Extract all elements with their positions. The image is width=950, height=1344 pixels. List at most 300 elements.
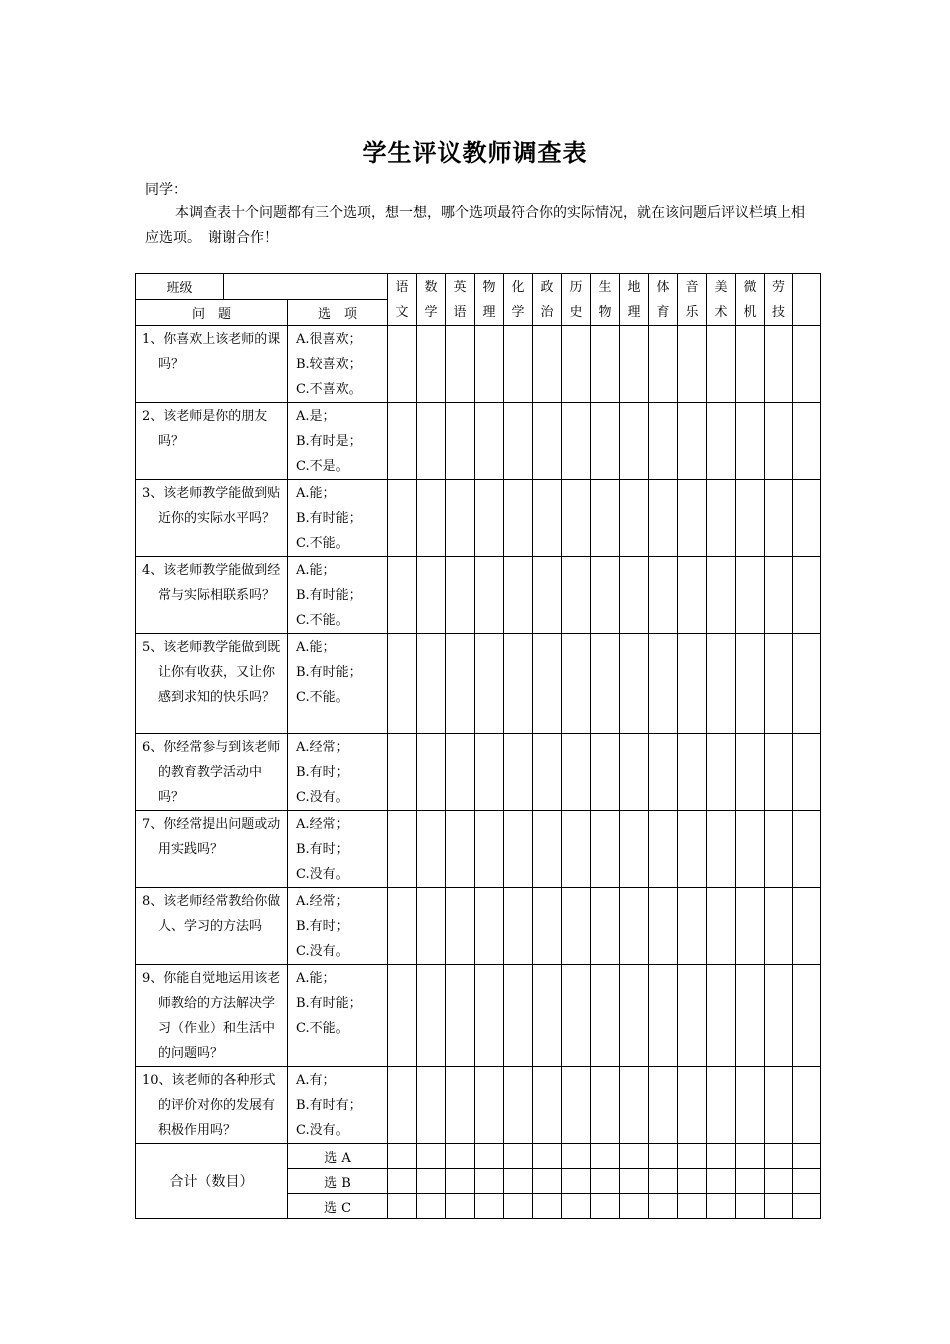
rating-cell[interactable] [649, 965, 678, 1067]
rating-cell[interactable] [793, 888, 821, 965]
option-item: C.不能。 [296, 536, 349, 551]
subject-header [765, 274, 793, 326]
total-count-cell[interactable] [504, 1169, 533, 1194]
subject-char: 理 [482, 304, 496, 320]
total-count-cell[interactable] [562, 1144, 591, 1169]
option-item: C.不是。 [296, 459, 349, 474]
subject-header [591, 274, 620, 326]
question-row [136, 888, 821, 965]
subject-header [417, 274, 446, 326]
total-count-cell[interactable] [793, 1194, 821, 1219]
rating-cell[interactable] [765, 888, 793, 965]
subject-char: 政 [540, 279, 554, 295]
subject-char: 技 [771, 304, 785, 320]
rating-cell[interactable] [765, 403, 793, 480]
rating-cell[interactable] [620, 965, 649, 1067]
rating-cell[interactable] [475, 965, 504, 1067]
rating-cell[interactable] [765, 634, 793, 734]
subject-header [620, 274, 649, 326]
total-count-cell[interactable] [388, 1169, 417, 1194]
option-item: C.不能。 [296, 690, 349, 705]
rating-cell[interactable] [475, 734, 504, 811]
rating-cell[interactable] [475, 557, 504, 634]
option-item: C.不能。 [296, 613, 349, 628]
header-row-1 [136, 274, 821, 300]
total-count-cell[interactable] [475, 1194, 504, 1219]
rating-cell[interactable] [591, 634, 620, 734]
rating-cell[interactable] [591, 734, 620, 811]
rating-cell[interactable] [620, 326, 649, 403]
option-item: B.有时有； [296, 1098, 362, 1113]
rating-cell[interactable] [736, 1067, 765, 1144]
rating-cell[interactable] [620, 480, 649, 557]
rating-cell[interactable] [533, 403, 562, 480]
rating-cell[interactable] [736, 480, 765, 557]
rating-cell[interactable] [417, 403, 446, 480]
subject-header [649, 274, 678, 326]
rating-cell[interactable] [736, 326, 765, 403]
rating-cell[interactable] [765, 557, 793, 634]
rating-cell[interactable] [678, 634, 707, 734]
rating-cell[interactable] [388, 965, 417, 1067]
rating-cell[interactable] [562, 634, 591, 734]
question-text [136, 1067, 288, 1144]
option-item: B.有时； [296, 842, 349, 857]
total-count-cell[interactable] [678, 1194, 707, 1219]
rating-cell[interactable] [649, 634, 678, 734]
rating-cell[interactable] [504, 326, 533, 403]
subject-header [678, 274, 707, 326]
option-item: B.有时是； [296, 434, 362, 449]
rating-cell[interactable] [793, 1067, 821, 1144]
total-count-cell[interactable] [620, 1144, 649, 1169]
subject-char: 史 [569, 304, 583, 320]
rating-cell[interactable] [417, 557, 446, 634]
total-count-cell[interactable] [736, 1194, 765, 1219]
rating-cell[interactable] [620, 734, 649, 811]
extra-subject-column [793, 274, 821, 326]
option-item: A.很喜欢； [296, 332, 362, 347]
rating-cell[interactable] [591, 811, 620, 888]
totals-row [136, 1144, 821, 1169]
option-item: A.能； [296, 486, 336, 501]
rating-cell[interactable] [388, 557, 417, 634]
rating-cell[interactable] [417, 965, 446, 1067]
total-count-cell[interactable] [533, 1194, 562, 1219]
question-text [136, 557, 288, 634]
question-text-content: 2、该老师是你的朋友吗？ [142, 409, 268, 449]
question-text [136, 888, 288, 965]
question-row [136, 734, 821, 811]
subject-header [736, 274, 765, 326]
rating-cell[interactable] [678, 965, 707, 1067]
rating-cell[interactable] [475, 480, 504, 557]
rating-cell[interactable] [533, 1067, 562, 1144]
total-count-cell[interactable] [707, 1144, 736, 1169]
rating-cell[interactable] [591, 403, 620, 480]
total-count-cell[interactable] [388, 1144, 417, 1169]
subject-char: 生 [598, 279, 612, 295]
option-item: B.有时； [296, 765, 349, 780]
rating-cell[interactable] [446, 326, 475, 403]
intro-paragraph: 本调查表十个问题都有三个选项，想一想，哪个选项最符合你的实际情况，就在该问题后评议栏填上相应选项。 谢谢合作！ [145, 205, 805, 246]
rating-cell[interactable] [388, 403, 417, 480]
total-count-cell[interactable] [533, 1169, 562, 1194]
rating-cell[interactable] [475, 403, 504, 480]
rating-cell[interactable] [504, 1067, 533, 1144]
totals-label: 合计（数目） [136, 1144, 288, 1219]
rating-cell[interactable] [475, 811, 504, 888]
rating-cell[interactable] [793, 734, 821, 811]
rating-cell[interactable] [765, 734, 793, 811]
rating-cell[interactable] [736, 403, 765, 480]
rating-cell[interactable] [475, 326, 504, 403]
total-count-cell[interactable] [562, 1194, 591, 1219]
rating-cell[interactable] [765, 965, 793, 1067]
rating-cell[interactable] [417, 326, 446, 403]
rating-cell[interactable] [446, 965, 475, 1067]
rating-cell[interactable] [678, 480, 707, 557]
rating-cell[interactable] [707, 634, 736, 734]
total-count-cell[interactable] [388, 1194, 417, 1219]
rating-cell[interactable] [504, 811, 533, 888]
total-count-cell[interactable] [620, 1169, 649, 1194]
total-count-cell[interactable] [475, 1144, 504, 1169]
subject-char: 语 [395, 279, 409, 295]
rating-cell[interactable] [793, 480, 821, 557]
question-column-header: 问 题 [136, 300, 288, 326]
rating-cell[interactable] [678, 557, 707, 634]
rating-cell[interactable] [736, 734, 765, 811]
rating-cell[interactable] [620, 557, 649, 634]
rating-cell[interactable] [620, 403, 649, 480]
subject-char: 育 [656, 304, 670, 320]
rating-cell[interactable] [736, 634, 765, 734]
rating-cell[interactable] [678, 734, 707, 811]
question-text-content: 9、你能自觉地运用该老师教给的方法解决学习（作业）和生活中的问题吗？ [142, 971, 281, 1061]
rating-cell[interactable] [533, 326, 562, 403]
question-text [136, 403, 288, 480]
rating-cell[interactable] [765, 1067, 793, 1144]
rating-cell[interactable] [591, 888, 620, 965]
rating-cell[interactable] [388, 811, 417, 888]
subject-char: 理 [627, 304, 641, 320]
rating-cell[interactable] [707, 480, 736, 557]
rating-cell[interactable] [533, 557, 562, 634]
rating-cell[interactable] [678, 888, 707, 965]
total-count-cell[interactable] [765, 1194, 793, 1219]
subject-header [388, 274, 417, 326]
total-count-cell[interactable] [793, 1169, 821, 1194]
rating-cell[interactable] [533, 888, 562, 965]
totals-option-label: 选 A [288, 1144, 388, 1169]
total-count-cell[interactable] [417, 1194, 446, 1219]
question-row [136, 557, 821, 634]
option-column-header: 选 项 [288, 300, 388, 326]
class-input-field[interactable] [224, 274, 388, 300]
class-label: 班级 [136, 274, 224, 300]
rating-cell[interactable] [562, 811, 591, 888]
total-count-cell[interactable] [504, 1144, 533, 1169]
subject-char: 机 [743, 304, 757, 320]
rating-cell[interactable] [620, 1067, 649, 1144]
rating-cell[interactable] [793, 634, 821, 734]
total-count-cell[interactable] [504, 1194, 533, 1219]
total-count-cell[interactable] [591, 1169, 620, 1194]
total-count-cell[interactable] [620, 1194, 649, 1219]
subject-header [562, 274, 591, 326]
rating-cell[interactable] [417, 734, 446, 811]
rating-cell[interactable] [736, 557, 765, 634]
rating-cell[interactable] [649, 480, 678, 557]
rating-cell[interactable] [649, 1067, 678, 1144]
question-text [136, 811, 288, 888]
rating-cell[interactable] [765, 480, 793, 557]
option-item: B.有时； [296, 919, 349, 934]
total-count-cell[interactable] [562, 1169, 591, 1194]
total-count-cell[interactable] [533, 1144, 562, 1169]
option-item: A.经常； [296, 894, 349, 909]
rating-cell[interactable] [678, 326, 707, 403]
rating-cell[interactable] [562, 480, 591, 557]
option-item: C.没有。 [296, 867, 349, 882]
rating-cell[interactable] [446, 734, 475, 811]
rating-cell[interactable] [388, 1067, 417, 1144]
rating-cell[interactable] [707, 888, 736, 965]
total-count-cell[interactable] [765, 1144, 793, 1169]
rating-cell[interactable] [504, 403, 533, 480]
rating-cell[interactable] [591, 557, 620, 634]
rating-cell[interactable] [504, 480, 533, 557]
rating-cell[interactable] [736, 965, 765, 1067]
rating-cell[interactable] [446, 480, 475, 557]
rating-cell[interactable] [417, 634, 446, 734]
rating-cell[interactable] [678, 811, 707, 888]
option-item: C.没有。 [296, 1123, 349, 1138]
question-text-content: 10、该老师的各种形式的评价对你的发展有积极作用吗？ [142, 1073, 276, 1138]
question-row [136, 965, 821, 1067]
subject-char: 历 [569, 279, 583, 295]
option-item: B.较喜欢； [296, 357, 362, 372]
subject-header [533, 274, 562, 326]
rating-cell[interactable] [562, 888, 591, 965]
total-count-cell[interactable] [446, 1144, 475, 1169]
question-row [136, 480, 821, 557]
total-count-cell[interactable] [707, 1169, 736, 1194]
subject-char: 美 [714, 279, 728, 295]
total-count-cell[interactable] [793, 1144, 821, 1169]
rating-cell[interactable] [475, 1067, 504, 1144]
total-count-cell[interactable] [446, 1194, 475, 1219]
subject-char: 数 [424, 279, 438, 295]
rating-cell[interactable] [649, 326, 678, 403]
rating-cell[interactable] [504, 557, 533, 634]
question-options [288, 634, 388, 734]
rating-cell[interactable] [562, 1067, 591, 1144]
rating-cell[interactable] [562, 965, 591, 1067]
question-row [136, 1067, 821, 1144]
rating-cell[interactable] [417, 811, 446, 888]
option-item: C.不能。 [296, 1021, 349, 1036]
rating-cell[interactable] [649, 811, 678, 888]
subject-header [475, 274, 504, 326]
total-count-cell[interactable] [736, 1169, 765, 1194]
question-text-content: 6、你经常参与到该老师的教育教学活动中吗？ [142, 740, 281, 805]
rating-cell[interactable] [707, 326, 736, 403]
rating-cell[interactable] [446, 557, 475, 634]
total-count-cell[interactable] [417, 1169, 446, 1194]
question-row [136, 403, 821, 480]
rating-cell[interactable] [736, 811, 765, 888]
total-count-cell[interactable] [765, 1169, 793, 1194]
question-text-content: 7、你经常提出问题或动用实践吗？ [142, 817, 281, 857]
total-count-cell[interactable] [475, 1169, 504, 1194]
question-text-content: 5、该老师教学能做到既让你有收获，又让你感到求知的快乐吗？ [142, 640, 281, 705]
rating-cell[interactable] [446, 888, 475, 965]
total-count-cell[interactable] [591, 1144, 620, 1169]
rating-cell[interactable] [649, 888, 678, 965]
rating-cell[interactable] [562, 326, 591, 403]
subject-char: 地 [627, 279, 641, 295]
total-count-cell[interactable] [649, 1169, 678, 1194]
rating-cell[interactable] [707, 811, 736, 888]
option-item: A.有； [296, 1073, 336, 1088]
rating-cell[interactable] [533, 480, 562, 557]
rating-cell[interactable] [562, 734, 591, 811]
rating-cell[interactable] [417, 888, 446, 965]
rating-cell[interactable] [533, 734, 562, 811]
subject-char: 物 [598, 304, 612, 320]
question-text [136, 634, 288, 734]
rating-cell[interactable] [707, 403, 736, 480]
question-text [136, 965, 288, 1067]
question-options [288, 965, 388, 1067]
option-item: A.经常； [296, 740, 349, 755]
question-options [288, 403, 388, 480]
rating-cell[interactable] [765, 811, 793, 888]
rating-cell[interactable] [504, 965, 533, 1067]
rating-cell[interactable] [417, 1067, 446, 1144]
rating-cell[interactable] [388, 326, 417, 403]
rating-cell[interactable] [504, 888, 533, 965]
greeting: 同学： [145, 182, 187, 198]
option-item: A.经常； [296, 817, 349, 832]
subject-header [446, 274, 475, 326]
question-text-content: 1、你喜欢上该老师的课吗？ [142, 332, 281, 372]
rating-cell[interactable] [649, 734, 678, 811]
rating-cell[interactable] [793, 326, 821, 403]
total-count-cell[interactable] [591, 1194, 620, 1219]
rating-cell[interactable] [707, 965, 736, 1067]
subject-char: 乐 [685, 304, 699, 320]
rating-cell[interactable] [707, 734, 736, 811]
question-options [288, 734, 388, 811]
rating-cell[interactable] [793, 965, 821, 1067]
rating-cell[interactable] [504, 734, 533, 811]
rating-cell[interactable] [475, 634, 504, 734]
rating-cell[interactable] [793, 811, 821, 888]
rating-cell[interactable] [591, 480, 620, 557]
rating-cell[interactable] [388, 734, 417, 811]
subject-char: 学 [424, 304, 438, 320]
rating-cell[interactable] [388, 634, 417, 734]
question-text-content: 8、该老师经常教给你做人、学习的方法吗 [142, 894, 281, 934]
rating-cell[interactable] [533, 634, 562, 734]
rating-cell[interactable] [446, 403, 475, 480]
total-count-cell[interactable] [649, 1144, 678, 1169]
question-text-content: 3、该老师教学能做到贴近你的实际水平吗？ [142, 486, 281, 526]
rating-cell[interactable] [793, 557, 821, 634]
question-text [136, 326, 288, 403]
subject-char: 微 [743, 279, 757, 295]
rating-cell[interactable] [765, 326, 793, 403]
rating-cell[interactable] [793, 403, 821, 480]
total-count-cell[interactable] [678, 1169, 707, 1194]
rating-cell[interactable] [562, 557, 591, 634]
rating-cell[interactable] [707, 557, 736, 634]
rating-cell[interactable] [388, 480, 417, 557]
rating-cell[interactable] [533, 811, 562, 888]
question-row [136, 326, 821, 403]
rating-cell[interactable] [562, 403, 591, 480]
total-count-cell[interactable] [417, 1144, 446, 1169]
rating-cell[interactable] [591, 965, 620, 1067]
option-item: C.没有。 [296, 790, 349, 805]
option-item: C.没有。 [296, 944, 349, 959]
subject-char: 英 [453, 279, 467, 295]
option-item: C.不喜欢。 [296, 382, 362, 397]
rating-cell[interactable] [591, 1067, 620, 1144]
total-count-cell[interactable] [446, 1169, 475, 1194]
subject-char: 体 [656, 279, 670, 295]
rating-cell[interactable] [475, 888, 504, 965]
total-count-cell[interactable] [736, 1144, 765, 1169]
question-text [136, 734, 288, 811]
question-options [288, 326, 388, 403]
option-item: B.有时能； [296, 665, 362, 680]
rating-cell[interactable] [388, 888, 417, 965]
rating-cell[interactable] [678, 1067, 707, 1144]
page-title: 学生评议教师调查表 [362, 138, 588, 167]
rating-cell[interactable] [620, 811, 649, 888]
rating-cell[interactable] [707, 1067, 736, 1144]
rating-cell[interactable] [446, 634, 475, 734]
rating-cell[interactable] [649, 557, 678, 634]
rating-cell[interactable] [736, 888, 765, 965]
rating-cell[interactable] [649, 403, 678, 480]
rating-cell[interactable] [678, 403, 707, 480]
option-item: B.有时能； [296, 588, 362, 603]
option-item: A.能； [296, 563, 336, 578]
question-options [288, 557, 388, 634]
subject-char: 化 [511, 279, 525, 295]
rating-cell[interactable] [446, 1067, 475, 1144]
total-count-cell[interactable] [678, 1144, 707, 1169]
rating-cell[interactable] [533, 965, 562, 1067]
rating-cell[interactable] [591, 326, 620, 403]
rating-cell[interactable] [620, 634, 649, 734]
total-count-cell[interactable] [649, 1194, 678, 1219]
total-count-cell[interactable] [707, 1194, 736, 1219]
rating-cell[interactable] [504, 634, 533, 734]
rating-cell[interactable] [446, 811, 475, 888]
question-options [288, 888, 388, 965]
option-item: A.是； [296, 409, 336, 424]
question-options [288, 480, 388, 557]
question-options [288, 811, 388, 888]
rating-cell[interactable] [417, 480, 446, 557]
rating-cell[interactable] [620, 888, 649, 965]
